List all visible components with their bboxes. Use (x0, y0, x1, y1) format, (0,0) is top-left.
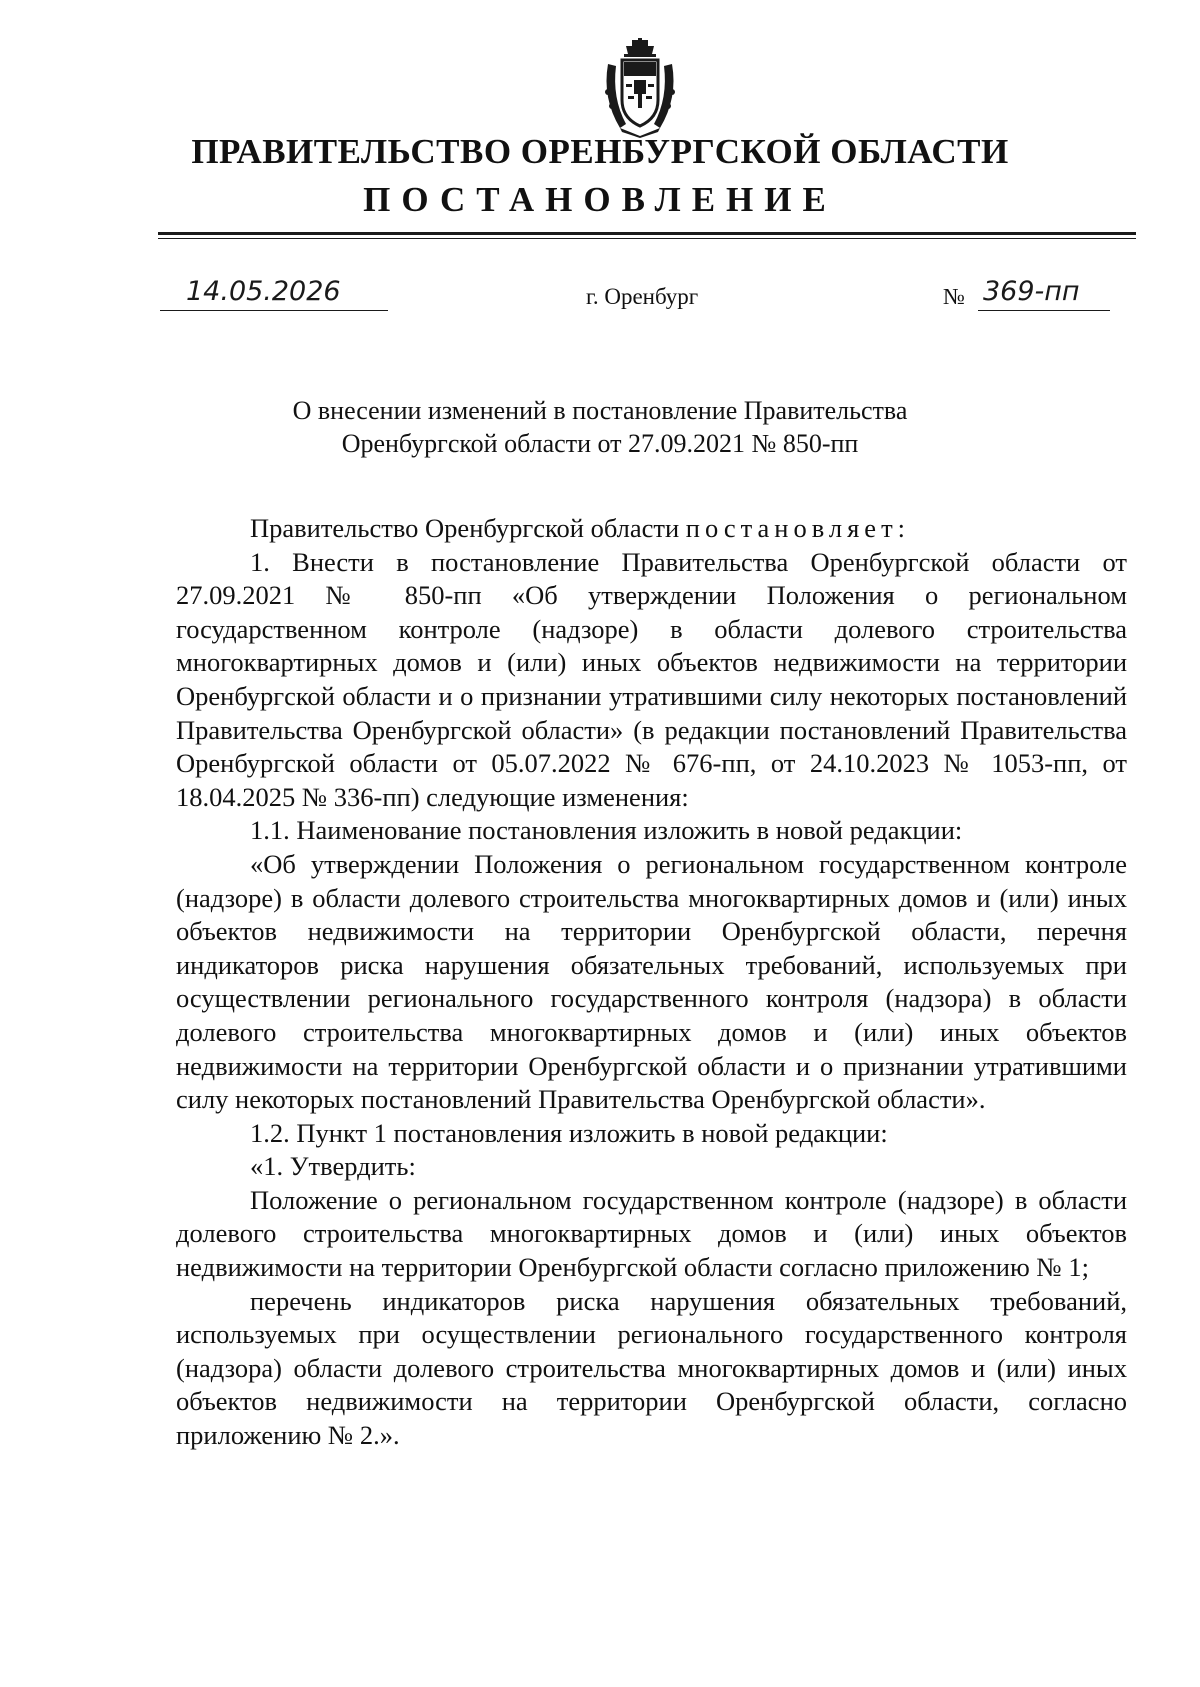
number-underline (978, 310, 1110, 311)
organization-title: ПРАВИТЕЛЬСТВО ОРЕНБУРГСКОЙ ОБЛАСТИ (191, 132, 1009, 171)
paragraph-approve: «1. Утвердить: (250, 1151, 416, 1182)
document-city: г. Оренбург (586, 284, 699, 309)
paragraph-risk-indicators: перечень индикаторов риска нарушения обязательных требований, используемых при осуществлении регионального государственного контроля (надзора) области долевого строительства многоквартирных домов и (или) иных объектов недвижимости на территории Оренбургской области, согласно приложению № 2.». (176, 1285, 1127, 1451)
date-underline (160, 310, 388, 311)
subject-line-1: О внесении изменений в постановление Правительства (292, 396, 908, 425)
paragraph-regulation: Положение о региональном государственном контроле (надзоре) в области долевого строительства многоквартирных домов и (или) иных объектов недвижимости на территории Оренбургской области согласно приложению № 1; (176, 1184, 1127, 1283)
document-number: 369-пп (983, 276, 1080, 307)
paragraph-1: 1. Внести в постановление Правительства Оренбургской области от 27.09.2021 № 850-пп «Об утверждении Положения о региональном государственном контроле (надзоре) в области долевого строительства многоквартирных домов и (или) иных объектов недвижимости на территории Оренбургской области и о признании утратившими силу некоторых постановлений Правительства Оренбургской области» (в редакции постановлений Правительства Оренбургской области от 05.07.2022 № 676-пп, от 24.10.2023 № 1053-пп, от 18.04.2025 № 336-пп) следующие изменения: (176, 546, 1127, 812)
preamble (176, 512, 1127, 546)
document-subject (0, 394, 1200, 460)
header-divider-thin (158, 238, 1136, 239)
paragraph-1-2: 1.2. Пункт 1 постановления изложить в новой редакции: (250, 1117, 888, 1148)
paragraph-new-title: «Об утверждении Положения о региональном государственном контроле (надзоре) в области долевого строительства многоквартирных домов и (или) иных объектов недвижимости на территории Оренбургской области, перечня индикаторов риска нарушения обязательных требований, используемых при осуществлении регионального государственного контроля (надзора) в области долевого строительства многоквартирных домов и (или) иных объектов недвижимости на территории Оренбургской области и о признании утратившими силу некоторых постановлений Правительства Оренбургской области». (176, 848, 1127, 1115)
paragraph-1-1: 1.1. Наименование постановления изложить в новой редакции: (250, 815, 963, 846)
preamble-decree-word: постановляет: (685, 513, 911, 543)
document-type: ПОСТАНОВЛЕНИЕ (363, 180, 837, 219)
coat-of-arms-icon (598, 38, 682, 138)
subject-line-2: Оренбургской области от 27.09.2021 № 850-пп (341, 429, 859, 458)
document-date: 14.05.2026 (186, 276, 341, 307)
number-label: № (943, 284, 965, 309)
preamble-text: Правительство Оренбургской области (250, 513, 686, 543)
document-body (176, 512, 1127, 1453)
header-divider-thick (158, 232, 1136, 235)
